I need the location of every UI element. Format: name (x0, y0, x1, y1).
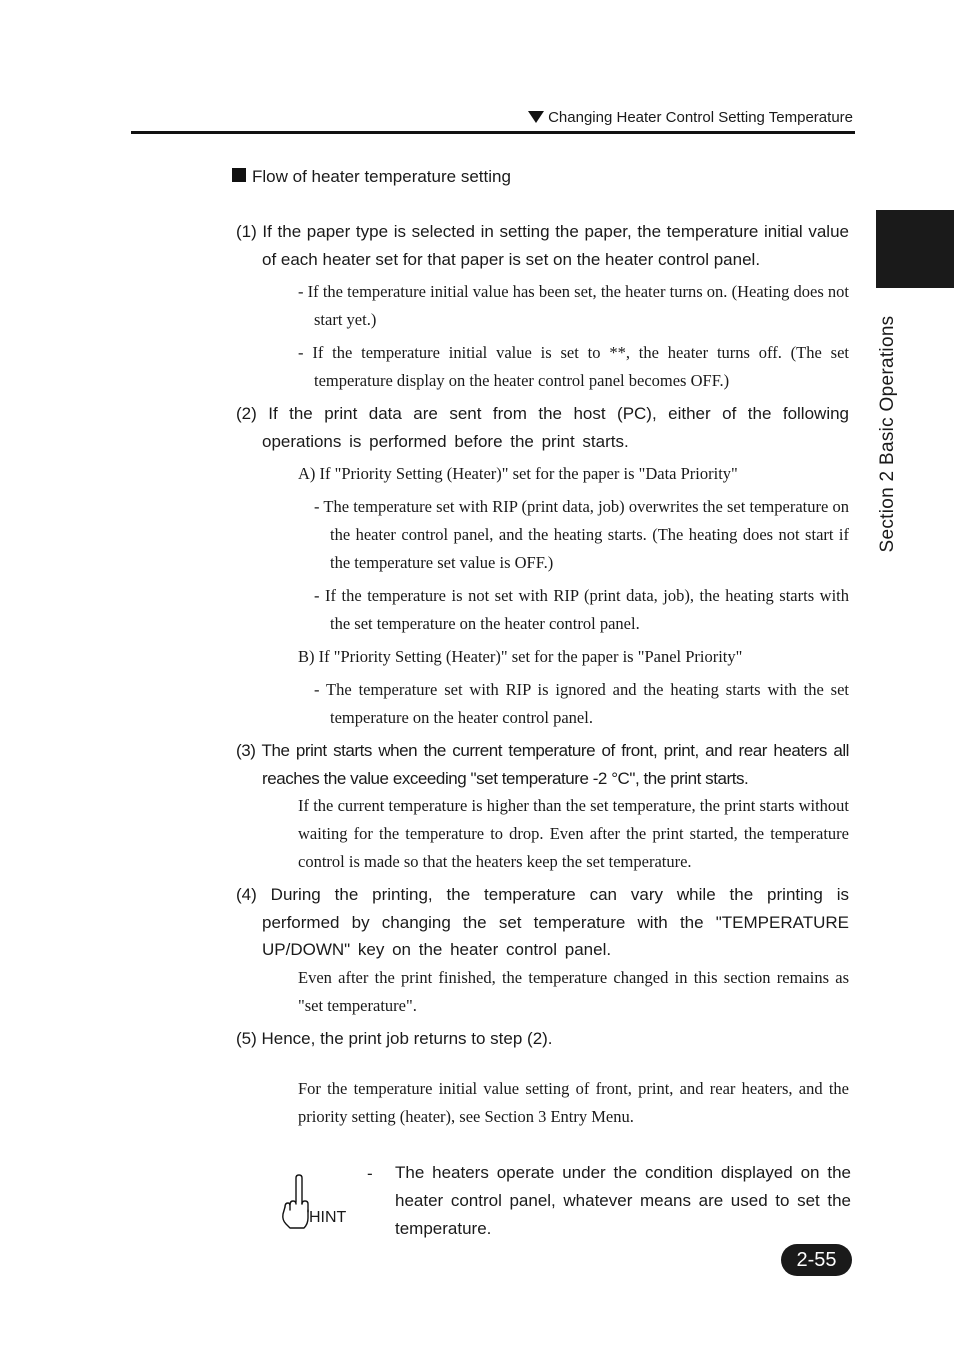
step-2-case-a: A) If "Priority Setting (Heater)" set for the paper is "Data Priority" (298, 464, 738, 483)
reference-note: For the temperature initial value setting of front, print, and rear heaters, and the priority setting (heater), see Section 3 Entry Menu. (298, 1079, 849, 1126)
step-3-note: If the current temperature is higher than the set temperature, the print starts without waiting for the temperature to drop. Even after the print started, the temperature control is made so that the heaters keep the set temperature. (298, 796, 849, 871)
step-1-bullet-1: - If the temperature initial value has been set, the heater turns on. (Heating does not start yet.) (298, 282, 849, 329)
step-1-bullet-2: - If the temperature initial value is set to **, the heater turns off. (The set temperature display on the heater control panel becomes OFF.) (298, 343, 849, 390)
step-3: (3) The print starts when the current temperature of front, print, and rear heaters all reaches the value exceeding "set temperature -2 °C", the print starts. (236, 741, 849, 788)
hint-text: The heaters operate under the condition displayed on the heater control panel, whatever means are used to set the temperature. (395, 1163, 851, 1238)
step-2-case-a-bullet-2: - If the temperature is not set with RIP (print data, job), the heating starts with the set temperature on the heater control panel. (314, 586, 849, 633)
section-tab-label: Section 2 Basic Operations (877, 315, 898, 553)
hint-label: HINT (309, 1209, 347, 1226)
triangle-down-icon (528, 111, 544, 123)
running-header-title: Changing Heater Control Setting Temperature (548, 109, 853, 126)
pointing-hand-icon (280, 1174, 312, 1230)
step-2-case-b-bullet-1: - The temperature set with RIP is ignored and the heating starts with the set temperature on the heater control panel. (314, 680, 849, 727)
steps-column (236, 218, 849, 1052)
step-2: (2) If the print data are sent from the host (PC), either of the following operations is performed before the print starts. (236, 404, 849, 451)
section-heading (232, 167, 511, 187)
page-number: 2-55 (781, 1244, 852, 1276)
black-square-icon (232, 168, 246, 182)
section-tab-marker (876, 210, 954, 288)
section-tab (874, 298, 902, 570)
step-1: (1) If the paper type is selected in setting the paper, the temperature initial value of each heater set for that paper is set on the heater control panel. (236, 222, 849, 269)
step-2-case-a-bullet-1: - The temperature set with RIP (print data, job) overwrites the set temperature on the heater control panel, and the heating starts. (The heating does not start if the temperature set value is OFF.) (314, 497, 849, 572)
step-5: (5) Hence, the print job returns to step (2). (236, 1028, 553, 1048)
section-heading-text: Flow of heater temperature setting (252, 167, 511, 186)
step-4-note: Even after the print finished, the temperature changed in this section remains as "set temperature". (298, 967, 849, 1015)
step-4: (4) During the printing, the temperature can vary while the printing is performed by changing the set temperature with the "TEMPERATURE UP/DOWN" key on the heater control panel. (236, 885, 849, 959)
step-2-case-b: B) If "Priority Setting (Heater)" set for the paper is "Panel Priority" (298, 647, 743, 666)
running-header (528, 109, 853, 126)
hint-dash: - (367, 1164, 373, 1183)
header-rule (131, 131, 855, 134)
